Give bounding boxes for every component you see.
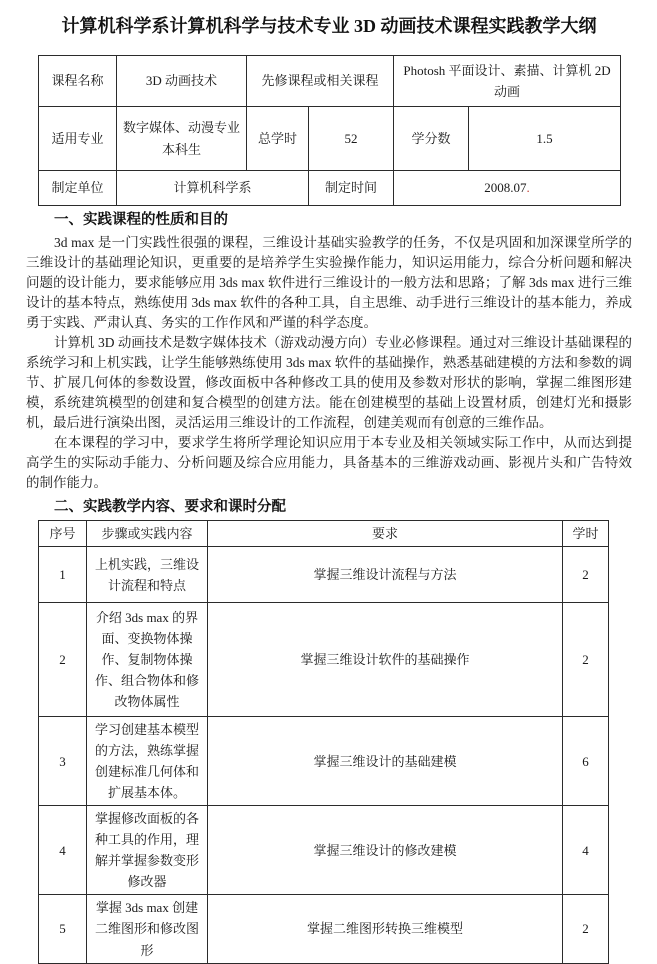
section1-paragraph-1: 3d max 是一门实践性很强的课程，三维设计基础实验教学的任务，不仅是巩固和加深课堂所学的三维设计的基础理论知识，更重要的是培养学生实验操作能力，知识运用能力，综合分析问题和解决问题的设计能力，要求能够应用 3ds max 软件进行三维设计的一般方法和思路；了解 3ds max 进行三维设计的基本特点，熟练使用 3ds max 软件的各种工具，自主思维、动手进行三维设计的基本能力，养成勇于实践、严肃认真、务实的工作作风和严谨的科学态度。 bbox=[26, 235, 632, 330]
row-content: 掌握 3ds max 创建二维图形和修改图形 bbox=[87, 895, 208, 963]
time-value bbox=[394, 171, 621, 206]
credits-value: 1.5 bbox=[469, 107, 621, 171]
prereq-value: Photosh 平面设计、素描、计算机 2D 动画 bbox=[394, 56, 621, 107]
title-segment: 计算机科学 bbox=[61, 16, 152, 36]
row-no: 4 bbox=[39, 806, 87, 895]
major-label: 适用专业 bbox=[39, 107, 117, 171]
section2-heading: 二、实践教学内容、要求和课时分配 bbox=[54, 499, 286, 515]
row-no: 5 bbox=[39, 895, 87, 963]
table-row bbox=[39, 547, 609, 603]
major-value: 数字媒体、动漫专业本科生 bbox=[117, 107, 247, 171]
row-requirement: 掌握三维设计的基础建模 bbox=[208, 717, 563, 806]
info-row-major bbox=[39, 107, 621, 171]
doc-title bbox=[26, 13, 632, 39]
row-no: 1 bbox=[39, 547, 87, 603]
section1-heading: 一、实践课程的性质和目的 bbox=[54, 212, 228, 228]
row-hours: 2 bbox=[563, 547, 609, 603]
row-hours: 2 bbox=[563, 603, 609, 717]
course-name-label: 课程名称 bbox=[39, 56, 117, 107]
header-content: 步骤或实践内容 bbox=[87, 521, 208, 547]
row-hours: 2 bbox=[563, 895, 609, 963]
credits-label: 学分数 bbox=[394, 107, 469, 171]
course-info-table bbox=[38, 55, 621, 206]
row-content: 掌握修改面板的各种工具的作用，理解并掌握参数变形修改器 bbox=[87, 806, 208, 895]
time-value-red-dot: . bbox=[526, 180, 530, 196]
row-content: 学习创建基本模型的方法，熟练掌握创建标准几何体和扩展基本体。 bbox=[87, 717, 208, 806]
table-row bbox=[39, 895, 609, 963]
title-segment: 专业 bbox=[313, 16, 350, 36]
title-segment: 课程实践教学大纲 bbox=[452, 16, 597, 36]
table-row bbox=[39, 717, 609, 806]
section1-paragraph-3: 在本课程的学习中，要求学生将所学理论知识应用于本专业及相关领域实际工作中，从而达到提高学生的实际动手能力、分析问题及综合应用能力，具备基本的三维游戏动画、影视片头和广告特效的制作能力。 bbox=[26, 435, 632, 490]
row-hours: 6 bbox=[563, 717, 609, 806]
row-requirement: 掌握三维设计的修改建模 bbox=[208, 806, 563, 895]
practice-content-table bbox=[38, 520, 609, 964]
table-row bbox=[39, 806, 609, 895]
header-requirement: 要求 bbox=[208, 521, 563, 547]
row-no: 2 bbox=[39, 603, 87, 717]
title-segment: 计算机科学与技术 bbox=[169, 16, 314, 36]
practice-table-header-row bbox=[39, 521, 609, 547]
row-no: 3 bbox=[39, 717, 87, 806]
table-row bbox=[39, 603, 609, 717]
prereq-label: 先修课程或相关课程 bbox=[247, 56, 394, 107]
course-name-value: 3D 动画技术 bbox=[117, 56, 247, 107]
total-hours-label: 总学时 bbox=[247, 107, 309, 171]
row-requirement: 掌握二维图形转换三维模型 bbox=[208, 895, 563, 963]
title-segment: 3D 动画技术 bbox=[349, 16, 453, 36]
unit-value: 计算机科学系 bbox=[117, 171, 309, 206]
row-content: 上机实践，三维设计流程和特点 bbox=[87, 547, 208, 603]
header-no: 序号 bbox=[39, 521, 87, 547]
time-label: 制定时间 bbox=[309, 171, 394, 206]
total-hours-value: 52 bbox=[309, 107, 394, 171]
unit-label: 制定单位 bbox=[39, 171, 117, 206]
row-content: 介绍 3ds max 的界面、变换物体操作、复制物体操作、组合物体和修改物体属性 bbox=[87, 603, 208, 717]
info-row-course bbox=[39, 56, 621, 107]
section1-paragraph-2: 计算机 3D 动画技术是数字媒体技术（游戏动漫方向）专业必修课程。通过对三维设计基础课程的系统学习和上机实践，让学生能够熟练使用 3ds max 软件的基础操作，熟悉基础建模的方法和参数的调节、扩展几何体的参数设置，修改面板中各种修改工具的使用及参数对形状的影响，掌握二维图形建模，系统建筑模型的创建和复合模型的创建方法。能在创建模型的基础上设置材质，创建灯光和摄影机，最后进行演染出图，灵活运用三维设计的工作流程，创建美观而有创意的三维作品。 bbox=[26, 335, 632, 430]
time-value-text: 2008.07 bbox=[484, 180, 527, 196]
row-requirement: 掌握三维设计软件的基础操作 bbox=[208, 603, 563, 717]
info-row-unit bbox=[39, 171, 621, 206]
row-hours: 4 bbox=[563, 806, 609, 895]
row-requirement: 掌握三维设计流程与方法 bbox=[208, 547, 563, 603]
header-hours: 学时 bbox=[563, 521, 609, 547]
title-segment: 系 bbox=[151, 16, 170, 36]
